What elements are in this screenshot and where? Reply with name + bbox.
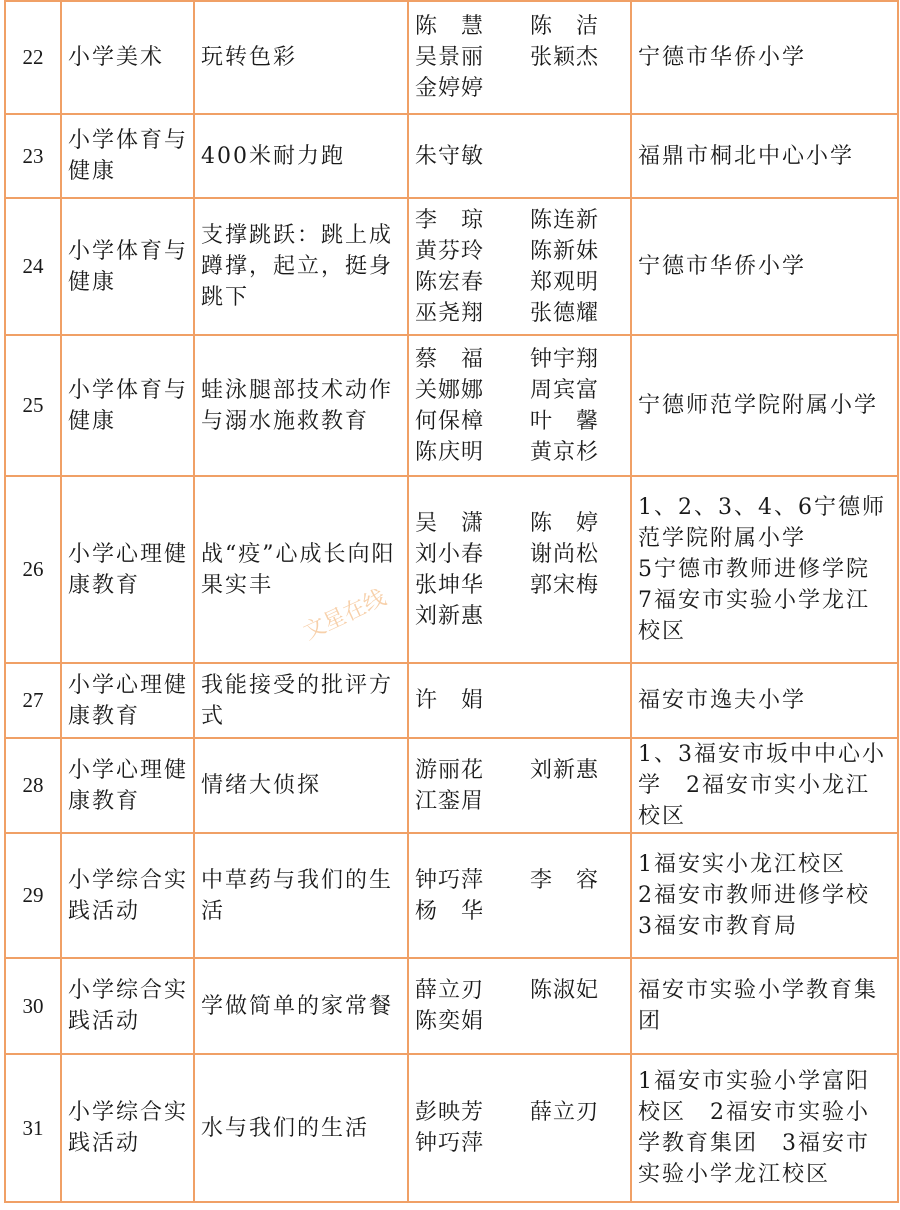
title-cell: 中草药与我们的生活 [194,833,408,958]
authors-cell: 薛立刃 陈淑妃 陈奕娟 [408,958,631,1054]
subject-cell: 小学心理健康教育 [61,476,194,663]
table-row [5,476,898,663]
subject-cell: 小学综合实践活动 [61,1054,194,1202]
subject-cell: 小学心理健康教育 [61,738,194,833]
award-table-body [5,1,898,1202]
subject-cell: 小学体育与健康 [61,335,194,476]
title-cell: 学做简单的家常餐 [194,958,408,1054]
row-number: 22 [5,1,61,114]
table-row [5,738,898,833]
unit-cell: 1、3福安市坂中中心小学 2福安市实小龙江校区 [631,738,898,833]
table-row [5,833,898,958]
title-cell: 400米耐力跑 [194,114,408,198]
table-row [5,335,898,476]
table-row [5,198,898,335]
authors-cell: 彭映芳 薛立刃 钟巧萍 [408,1054,631,1202]
unit-cell: 福安市实验小学教育集团 [631,958,898,1054]
unit-cell: 1、2、3、4、6宁德师范学院附属小学 5宁德市教师进修学院 7福安市实验小学龙江校区 [631,476,898,663]
row-number: 28 [5,738,61,833]
title-cell: 支撑跳跃：跳上成蹲撑，起立，挺身跳下 [194,198,408,335]
authors-cell: 蔡 福 钟宇翔 关娜娜 周宾富 何保樟 叶 馨 陈庆明 黄京杉 [408,335,631,476]
row-number: 24 [5,198,61,335]
row-number: 26 [5,476,61,663]
unit-cell: 宁德市华侨小学 [631,1,898,114]
table-row [5,1,898,114]
row-number: 25 [5,335,61,476]
title-cell: 蛙泳腿部技术动作与溺水施救教育 [194,335,408,476]
unit-cell: 福安市逸夫小学 [631,663,898,738]
row-number: 29 [5,833,61,958]
unit-cell: 1福安实小龙江校区 2福安市教师进修学校 3福安市教育局 [631,833,898,958]
subject-cell: 小学体育与健康 [61,114,194,198]
title-cell: 水与我们的生活 [194,1054,408,1202]
table-row [5,1054,898,1202]
authors-cell: 许 娟 [408,663,631,738]
row-number: 27 [5,663,61,738]
award-table [4,0,899,1203]
subject-cell: 小学心理健康教育 [61,663,194,738]
authors-cell: 吴 潇 陈 婷 刘小春 谢尚松 张坤华 郭宋梅 刘新惠 [408,476,631,663]
subject-cell: 小学体育与健康 [61,198,194,335]
authors-cell: 陈 慧 陈 洁 吴景丽 张颖杰 金婷婷 [408,1,631,114]
subject-cell: 小学美术 [61,1,194,114]
unit-cell: 1福安市实验小学富阳校区 2福安市实验小学教育集团 3福安市实验小学龙江校区 [631,1054,898,1202]
table-row [5,114,898,198]
authors-cell: 钟巧萍 李 容 杨 华 [408,833,631,958]
table-row [5,663,898,738]
row-number: 30 [5,958,61,1054]
unit-cell: 福鼎市桐北中心小学 [631,114,898,198]
title-cell: 我能接受的批评方式 [194,663,408,738]
title-cell: 战“疫”心成长向阳果实丰 [194,476,408,663]
watermark: 文星在线 [299,585,391,646]
table-row [5,958,898,1054]
subject-cell: 小学综合实践活动 [61,833,194,958]
title-cell: 玩转色彩 [194,1,408,114]
subject-cell: 小学综合实践活动 [61,958,194,1054]
authors-cell: 李 琼 陈连新 黄芬玲 陈新妹 陈宏春 郑观明 巫尧翔 张德耀 [408,198,631,335]
row-number: 23 [5,114,61,198]
authors-cell: 游丽花 刘新惠 江銮眉 [408,738,631,833]
unit-cell: 宁德市华侨小学 [631,198,898,335]
row-number: 31 [5,1054,61,1202]
authors-cell: 朱守敏 [408,114,631,198]
unit-cell: 宁德师范学院附属小学 [631,335,898,476]
title-cell: 情绪大侦探 [194,738,408,833]
